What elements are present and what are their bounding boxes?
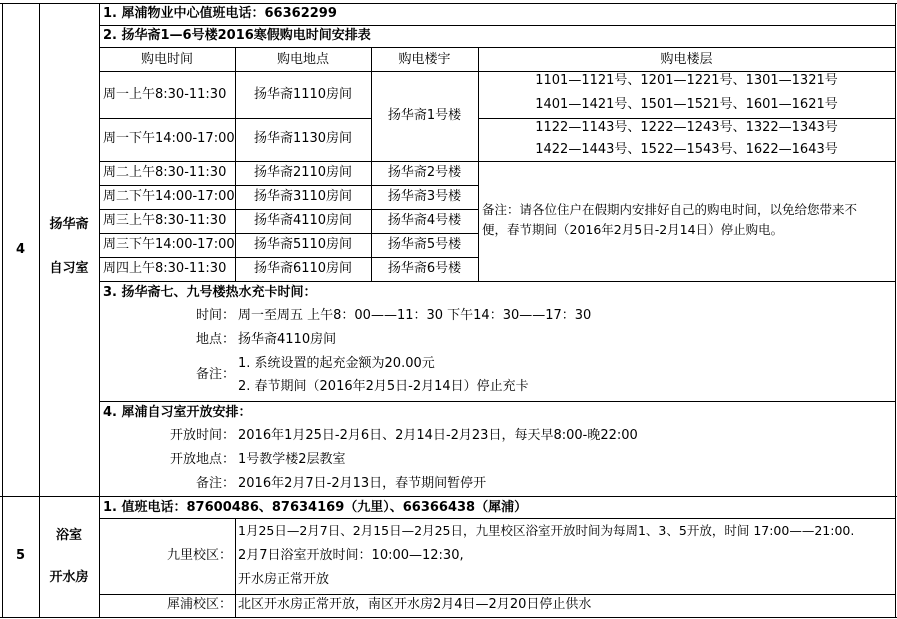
table-cell: 周三下午14:00-17:00 (103, 237, 235, 252)
table-cell: 周二下午14:00-17:00 (103, 189, 235, 204)
field-label: 开放地点： (169, 452, 235, 467)
grid-line (99, 233, 478, 234)
field-label: 开放时间： (169, 428, 235, 443)
table-left-border (2, 3, 3, 618)
table-cell: 扬华斋2号楼 (387, 165, 462, 180)
field-label: 时间： (195, 308, 235, 323)
field-label: 地点： (195, 332, 235, 347)
table-cell: 扬华斋6号楼 (387, 261, 462, 276)
field-value: 1号教学楼2层教室 (238, 452, 346, 467)
col-divider (99, 3, 100, 618)
column-header: 购电时间 (140, 52, 193, 67)
field-value: 1月25日—2月7日、2月15日—2月25日，九里校区浴室开放时间为每周1、3、5开放，时间 17:00——21:00. (238, 523, 855, 538)
table-cell: 扬华斋3110房间 (253, 189, 353, 204)
field-value: 2016年2月7日-2月13日，春节期间暂停开 (238, 476, 487, 491)
section-title: 1. 犀浦物业中心值班电话：66362299 (103, 6, 337, 21)
table-cell: 1122—1143号、1222—1243号、1322—1343号 (535, 120, 838, 135)
table-cell: 扬华斋1号楼 (387, 108, 462, 123)
grid-line (235, 518, 236, 617)
field-value: 扬华斋4110房间 (238, 332, 337, 347)
field-value: 开水房正常开放 (238, 572, 330, 587)
table-cell: 扬华斋3号楼 (387, 189, 462, 204)
field-value: 周一至周五 上午8：00——11：30 下午14：30——17：30 (238, 308, 592, 323)
section-title: 2. 扬华斋1—6号楼2016寒假购电时间安排表 (103, 28, 371, 43)
grid-line (99, 209, 478, 210)
field-label: 备注： (195, 476, 235, 491)
table-cell: 周一上午8:30-11:30 (103, 87, 227, 102)
table-top-border (0, 3, 897, 4)
grid-line (99, 281, 895, 282)
column-header: 购电地点 (276, 52, 329, 67)
grid-line (99, 161, 895, 162)
row-title: 开水房 (49, 570, 89, 585)
table-cell: 1422—1443号、1522—1543号、1622—1643号 (535, 142, 838, 157)
table-cell: 1401—1421号、1501—1521号、1601—1621号 (535, 97, 838, 112)
row-number: 4 (15, 242, 26, 257)
field-label: 九里校区： (166, 548, 232, 563)
grid-line (99, 47, 895, 48)
field-value: 2016年1月25日-2月6日、2月14日-2月23日，每天早8:00-晚22:00 (238, 428, 638, 443)
column-header: 购电楼层 (660, 52, 713, 67)
row-number: 5 (15, 548, 26, 563)
table-cell: 扬华斋5110房间 (253, 237, 353, 252)
row-title: 浴室 (55, 528, 82, 543)
row-title: 自习室 (49, 261, 89, 276)
table-cell: 扬华斋4号楼 (387, 213, 462, 228)
table-cell: 扬华斋5号楼 (387, 237, 462, 252)
table-cell: 周三上午8:30-11:30 (103, 213, 227, 228)
column-header: 购电楼宇 (398, 52, 451, 67)
field-label: 备注： (195, 367, 235, 382)
table-right-border (895, 3, 896, 618)
table-bottom-border (0, 617, 897, 618)
grid-line (99, 257, 478, 258)
section-title: 3. 扬华斋七、九号楼热水充卡时间： (103, 285, 317, 300)
grid-line (99, 25, 895, 26)
table-cell: 周四上午8:30-11:30 (103, 261, 227, 276)
table-cell: 1101—1121号、1201—1221号、1301—1321号 (535, 73, 838, 88)
table-cell: 扬华斋4110房间 (253, 213, 353, 228)
table-cell: 扬华斋1110房间 (253, 87, 353, 102)
col-divider (39, 3, 40, 618)
table-cell: 扬华斋2110房间 (253, 165, 353, 180)
row-title: 扬华斋 (49, 217, 89, 232)
field-value: 1. 系统设置的起充金额为20.00元 (238, 356, 435, 371)
remark-text: 备注：请各位住户在假期内安排好自己的购电时间，以免给您带来不 (482, 202, 858, 217)
field-value: 2月7日浴室开放时间：10:00—12:30, (238, 548, 464, 563)
field-label: 犀浦校区： (166, 597, 232, 612)
table-cell: 扬华斋6110房间 (253, 261, 353, 276)
field-value: 2. 春节期间（2016年2月5日-2月14日）停止充卡 (238, 379, 529, 394)
row-divider (0, 496, 897, 497)
remark-text: 便，春节期间（2016年2月5日-2月14日）停止购电。 (482, 222, 784, 237)
grid-line (99, 401, 895, 402)
section-title: 1. 值班电话：87600486、87634169（九里）、66366438（犀浦） (103, 500, 528, 515)
table-cell: 周二上午8:30-11:30 (103, 165, 227, 180)
table-cell: 周一下午14:00-17:00 (103, 131, 235, 146)
grid-line (99, 594, 895, 595)
grid-line (99, 518, 895, 519)
grid-line (99, 185, 478, 186)
field-value: 北区开水房正常开放，南区开水房2月4日—2月20日停止供水 (238, 597, 592, 612)
section-title: 4. 犀浦自习室开放安排： (103, 405, 252, 420)
table-cell: 扬华斋1130房间 (253, 131, 353, 146)
